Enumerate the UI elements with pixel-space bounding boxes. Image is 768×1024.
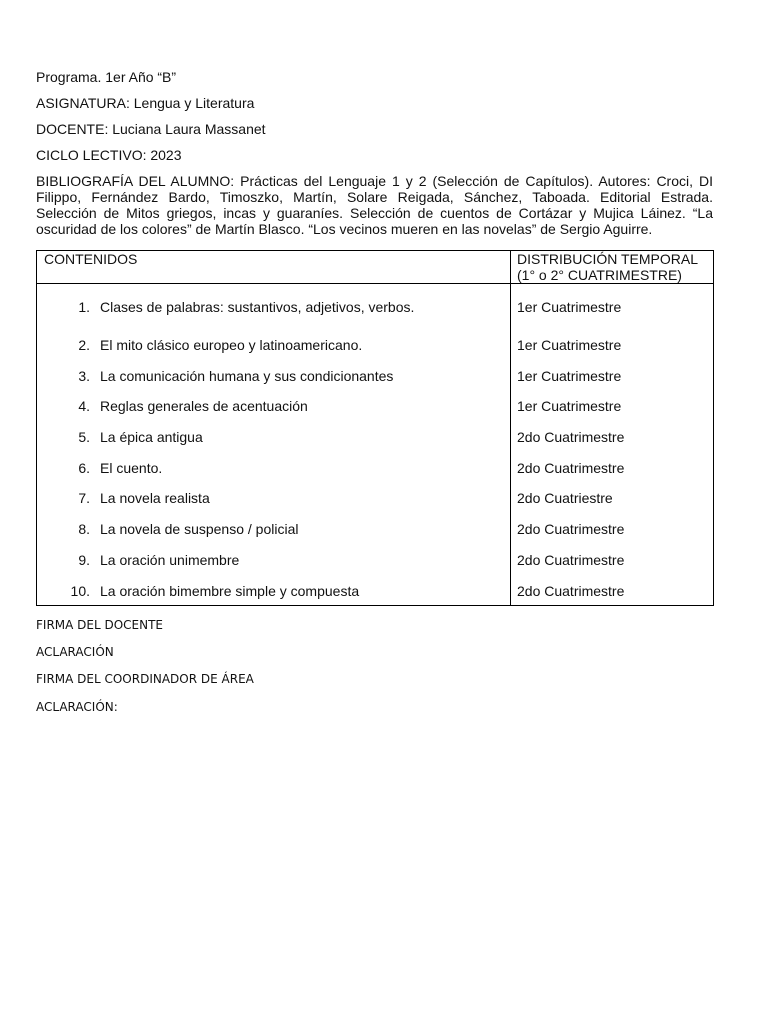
item-content: La épica antigua <box>100 429 203 446</box>
item-number: 5. <box>78 429 90 446</box>
docente-line: DOCENTE: Luciana Laura Massanet <box>36 121 266 137</box>
ciclo-lectivo-line: CICLO LECTIVO: 2023 <box>36 147 182 163</box>
contenido-cell <box>37 421 511 452</box>
firma-coordinador-label: FIRMA DEL COORDINADOR DE ÁREA <box>36 672 254 686</box>
item-content: La oración bimembre simple y compuesta <box>100 582 360 599</box>
item-content: Reglas generales de acentuación <box>100 398 308 415</box>
asignatura-line: ASIGNATURA: Lengua y Literatura <box>36 95 255 111</box>
table-row <box>37 513 714 544</box>
periodo-cell <box>511 390 714 421</box>
item-content: Clases de palabras: sustantivos, adjetivos, verbos. <box>100 299 415 315</box>
item-number: 4. <box>78 398 90 415</box>
contenido-cell <box>37 513 511 544</box>
table-row <box>37 421 714 452</box>
item-content: La oración unimembre <box>100 551 240 568</box>
item-period: 2do Cuatrimestre <box>517 582 625 599</box>
contenidos-table <box>36 250 714 606</box>
periodo-cell <box>511 575 714 606</box>
bibliografia-paragraph: BIBLIOGRAFÍA DEL ALUMNO: Prácticas del Lenguaje 1 y 2 (Selección de Capítulos). Autores: Croci, DI Filippo, Fernández Bardo, Timoszko, Martín, Solare Reigada, Sánchez, Taboada. Editorial Estrada. Selección de Mitos griegos, incas y guaraníes. Selección de cuentos de Cortázar y Mujica Láinez. “La oscuridad de los colores” de Martín Blasco. “Los vecinos mueren en las novelas” de Sergio Aguirre. <box>36 173 713 237</box>
item-number: 1. <box>78 299 90 315</box>
aclaracion-label-1: ACLARACIÓN <box>36 645 114 659</box>
periodo-cell <box>511 360 714 391</box>
table-header-row <box>37 251 714 284</box>
item-period: 2do Cuatriestre <box>517 490 613 507</box>
item-number: 2. <box>78 337 90 353</box>
item-number: 9. <box>78 551 90 568</box>
periodo-cell <box>511 513 714 544</box>
item-number: 7. <box>78 490 90 507</box>
table-row <box>37 390 714 421</box>
periodo-cell <box>511 284 714 330</box>
item-content: El mito clásico europeo y latinoamericano. <box>100 337 363 353</box>
contenido-cell <box>37 390 511 421</box>
header-distribucion-line1: DISTRIBUCIÓN TEMPORAL <box>517 251 698 267</box>
table-row <box>37 575 714 606</box>
item-period: 1er Cuatrimestre <box>517 398 622 415</box>
header-distribucion <box>511 251 714 284</box>
contenido-cell <box>37 329 511 360</box>
periodo-cell <box>511 544 714 575</box>
item-period: 2do Cuatrimestre <box>517 459 625 476</box>
item-period: 2do Cuatrimestre <box>517 429 625 446</box>
contenido-cell <box>37 575 511 606</box>
item-period: 1er Cuatrimestre <box>517 299 622 315</box>
contenido-cell <box>37 284 511 330</box>
item-period: 1er Cuatrimestre <box>517 337 622 353</box>
item-period: 2do Cuatrimestre <box>517 551 625 568</box>
periodo-cell <box>511 421 714 452</box>
item-number: 6. <box>78 459 90 476</box>
item-content: El cuento. <box>100 459 163 476</box>
header-contenidos <box>37 251 511 284</box>
table-row <box>37 329 714 360</box>
table-row <box>37 360 714 391</box>
item-content: La novela realista <box>100 490 210 507</box>
firma-docente-label: FIRMA DEL DOCENTE <box>36 618 164 632</box>
periodo-cell <box>511 329 714 360</box>
item-number: 3. <box>78 367 90 384</box>
table-row <box>37 284 714 330</box>
periodo-cell <box>511 452 714 483</box>
item-content: La comunicación humana y sus condicionantes <box>100 367 394 384</box>
table-body <box>37 284 714 606</box>
table-row <box>37 544 714 575</box>
item-content: La novela de suspenso / policial <box>100 521 299 538</box>
header-distribucion-line2: (1° o 2° CUATRIMESTRE) <box>517 267 682 283</box>
item-number: 10. <box>70 582 90 599</box>
table-row <box>37 482 714 513</box>
item-period: 1er Cuatrimestre <box>517 367 622 384</box>
item-number: 8. <box>78 521 90 538</box>
aclaracion-label-2: ACLARACIÓN: <box>36 700 118 714</box>
contenido-cell <box>37 452 511 483</box>
table-row <box>37 452 714 483</box>
header-contenidos-label: CONTENIDOS <box>44 251 138 267</box>
item-period: 2do Cuatrimestre <box>517 521 625 538</box>
programa-line: Programa. 1er Año “B” <box>36 69 177 85</box>
contenido-cell <box>37 360 511 391</box>
periodo-cell <box>511 482 714 513</box>
contenido-cell <box>37 482 511 513</box>
contenido-cell <box>37 544 511 575</box>
